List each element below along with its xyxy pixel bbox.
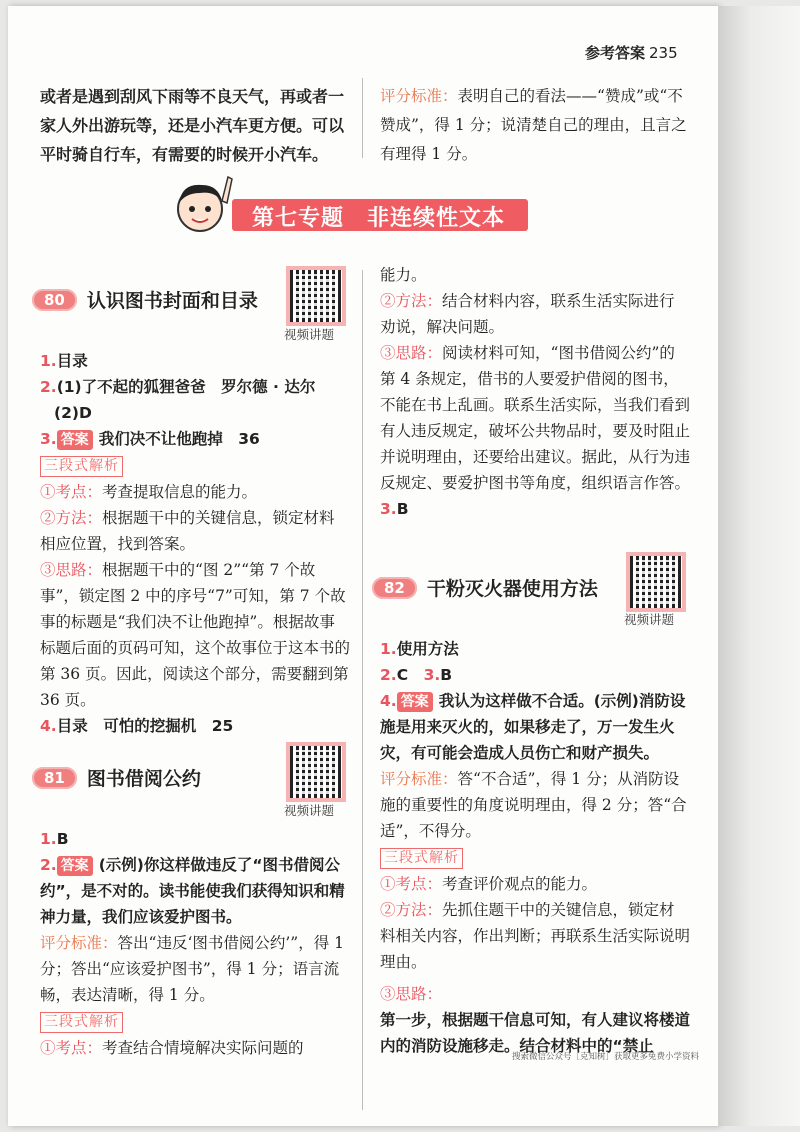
s82-q2-q3: 2.C 3.B <box>380 666 453 684</box>
q1: 1.目录 <box>40 352 88 370</box>
page-number: 235 <box>649 44 678 62</box>
top-right-score <box>380 82 690 169</box>
q3-idea: ③思路：根据题干中的“图 2”“第 7 个故事”，锁定图 2 中的序号“7”可知，第 7 个故事的标题是“我们决不让他跑掉”。根据故事标题后面的页码可知，这个故事位于这本书的第 36 页。因此，阅读这个部分，需要翻到第 36 页。 <box>40 561 351 709</box>
boy-mascot-icon <box>170 171 236 237</box>
s82-q1: 1.使用方法 <box>380 640 459 658</box>
section-number: 81 <box>32 767 77 789</box>
s81-point: ①考点：考查结合情境解决实际问题的 <box>40 1039 304 1057</box>
q3-point: ①考点：考查提取信息的能力。 <box>40 483 258 501</box>
q2-line2: (2)D <box>54 404 92 422</box>
qr-label: 视频讲题 <box>284 327 335 342</box>
analysis-tag: 三段式解析 <box>40 1012 123 1033</box>
right-content-top <box>380 262 690 522</box>
q4: 4.目录 可怕的挖掘机 25 <box>40 717 234 735</box>
qr-code-icon[interactable] <box>286 266 346 326</box>
s81-q1: 1.B <box>40 830 69 848</box>
qr-code-icon[interactable] <box>286 742 346 802</box>
qr-code-icon[interactable] <box>626 552 686 612</box>
s81-score: 评分标准：答出“违反‘图书借阅公约’”，得 1 分；答出“应该爱护图书”，得 1 分；语言流畅，表达清晰，得 1 分。 <box>40 934 345 1004</box>
watermark-text: 搜索微信公众号［克知树］获取更多免费小学资料 <box>512 1052 700 1062</box>
r-idea: ③思路：阅读材料可知，“图书借阅公约”的第 4 条规定，借书的人要爱护借阅的图书，不能在书上乱画。联系生活实际，当我们看到有人违反规定，破坏公共物品时，要及时阻止并说明理由，还要给出建议。据此，从行为违反规定、要爱护图书等角度，组织语言作答。 <box>380 344 691 492</box>
s82-method: ②方法：先抓住题干中的关键信息，锁定材料相关内容，作出判断；再联系生活实际说明理由。 <box>380 901 691 971</box>
section-81-heading <box>32 764 201 791</box>
section-number: 80 <box>32 289 77 311</box>
answer-tag: 答案 <box>397 692 433 712</box>
answer-tag: 答案 <box>57 430 93 450</box>
section-title: 认识图书封面和目录 <box>86 290 258 312</box>
section-82-content <box>380 636 690 1059</box>
section-80-content <box>40 348 350 739</box>
score-text: 表明自己的看法——“赞成”或“不赞成”，得 1 分；说清楚自己的理由，且言之有理得 1 分。 <box>380 87 687 163</box>
qr-label: 视频讲题 <box>624 612 675 627</box>
continued-text: 能力。 <box>380 266 427 284</box>
topic-banner <box>170 193 530 233</box>
header-label: 参考答案 <box>585 44 646 62</box>
qr-label: 视频讲题 <box>284 803 335 818</box>
column-divider <box>362 270 363 1110</box>
section-title: 图书借阅公约 <box>86 768 201 790</box>
section-82-heading <box>372 574 598 601</box>
page-header <box>585 42 678 63</box>
r-method: ②方法：结合材料内容，联系生活实际进行劝说，解决问题。 <box>380 292 675 336</box>
answer-tag: 答案 <box>57 856 93 876</box>
s82-point: ①考点：考查评价观点的能力。 <box>380 875 598 893</box>
section-title: 干粉灭火器使用方法 <box>426 578 598 600</box>
q3-method: ②方法：根据题干中的关键信息，锁定材料相应位置，找到答案。 <box>40 509 335 553</box>
s82-idea: ③思路： <box>380 985 443 1003</box>
analysis-tag: 三段式解析 <box>40 456 123 477</box>
r-q3: 3.B <box>380 500 409 518</box>
score-label: 评分标准： <box>380 87 458 105</box>
banner-title: 第七专题 非连续性文本 <box>252 206 506 231</box>
top-left-text: 或者是遇到刮风下雨等不良天气，再或者一家人外出游玩等，还是小汽车更方便。可以平时骑自行车，有需要的时候开小汽车。 <box>40 87 345 164</box>
s82-q4: 4. 答案 我认为这样做不合适。(示例)消防设施是用来灭火的，如果移走了，万一发生火灾，有可能会造成人员伤亡和财产损失。 <box>380 692 686 762</box>
s82-step1: 第一步，根据题干信息可知，有人建议将楼道内的消防设施移走。结合材料中的“禁止 <box>380 1011 691 1055</box>
section-80-heading <box>32 286 258 313</box>
q3: 3. 答案 我们决不让他跑掉 36 <box>40 430 260 448</box>
s82-score: 评分标准：答“不合适”，得 1 分；从消防设施的重要性的角度说明理由，得 2 分；答“合适”，不得分。 <box>380 770 687 840</box>
section-81-content <box>40 826 350 1061</box>
analysis-tag: 三段式解析 <box>380 848 463 869</box>
s81-q2: 2. 答案 (示例)你这样做违反了“图书借阅公约”，是不对的。读书能使我们获得知识和精神力量，我们应该爱护图书。 <box>40 856 345 926</box>
section-number: 82 <box>372 577 417 599</box>
q2: 2.(1)了不起的狐狸爸爸 罗尔德 · 达尔 <box>40 378 316 396</box>
page-edge <box>718 6 800 1126</box>
column-divider-top <box>362 78 363 158</box>
